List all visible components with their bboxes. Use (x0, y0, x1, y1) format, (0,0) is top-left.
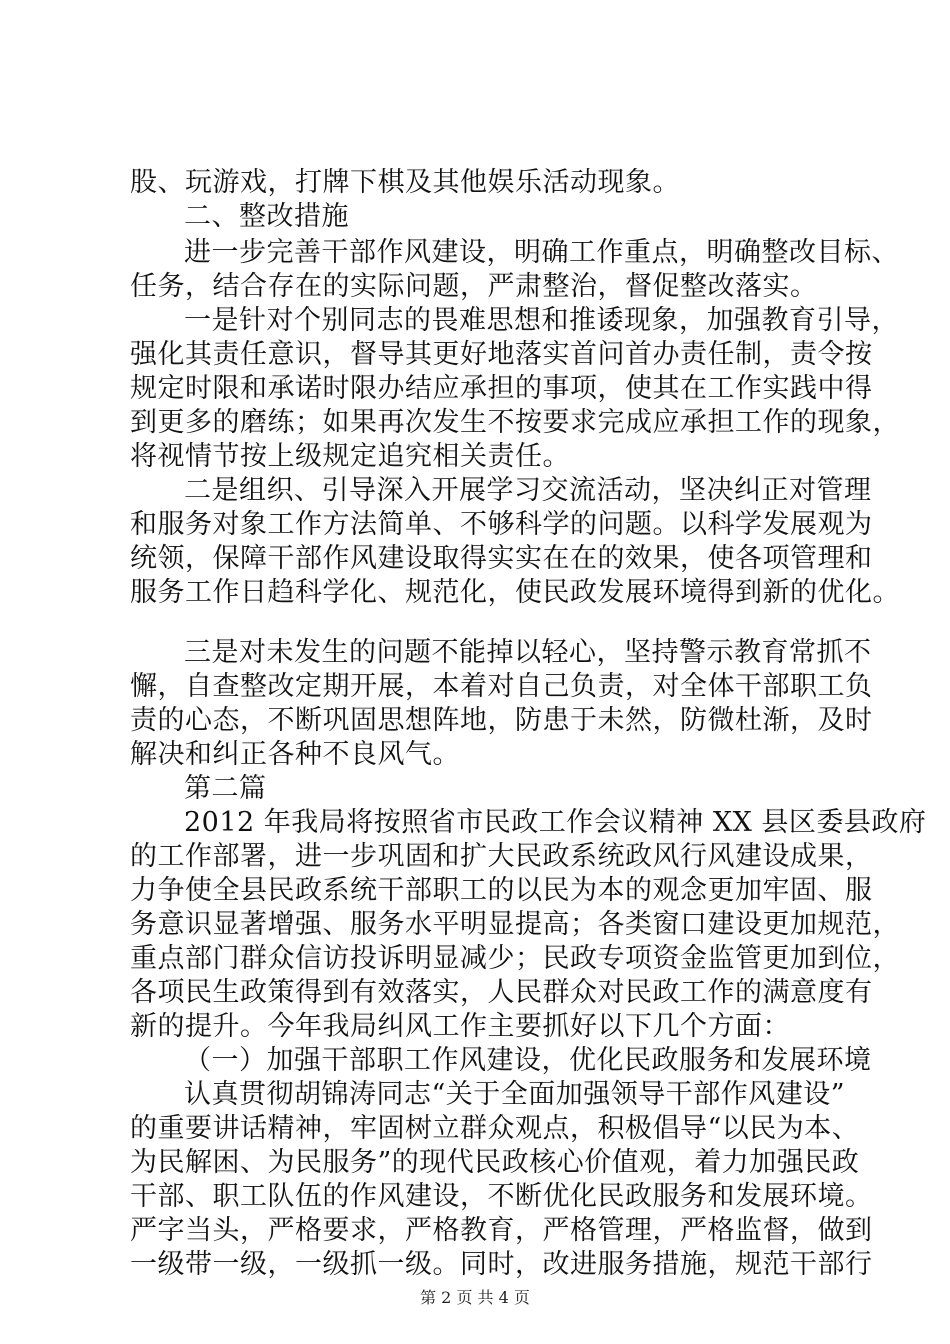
subsection-heading: （一）加强干部职工作风建设，优化民政服务和发展环境 (184, 1045, 872, 1076)
text-line: 严字当头，严格要求，严格教育，严格管理，严格监督，做到 (130, 1215, 873, 1246)
text-line: 和服务对象工作方法简单、不够科学的问题。以科学发展观为 (130, 509, 873, 540)
text-line: 规定时限和承诺时限办结应承担的事项，使其在工作实践中得 (130, 373, 873, 404)
text-line: 到更多的磨练；如果再次发生不按要求完成应承担工作的现象， (130, 407, 900, 438)
text-line: 的工作部署，进一步巩固和扩大民政系统政风行风建设成果， (130, 841, 873, 872)
text-line: 认真贯彻胡锦涛同志“关于全面加强领导干部作风建设” (184, 1079, 846, 1110)
text-line: 强化其责任意识，督导其更好地落实首问首办责任制，责令按 (130, 339, 873, 370)
text-line: 任务，结合存在的实际问题，严肃整治，督促整改落实。 (130, 271, 818, 302)
text-line: 干部、职工队伍的作风建设，不断优化民政服务和发展环境。 (130, 1181, 873, 1212)
section-heading: 第二篇 (184, 773, 267, 804)
text-line: 解决和纠正各种不良风气。 (130, 739, 460, 770)
text-line: 的重要讲话精神，牢固树立群众观点，积极倡导“以民为本、 (130, 1113, 860, 1144)
section-heading: 二、整改措施 (184, 201, 349, 232)
text-line: 重点部门群众信访投诉明显减少；民政专项资金监管更加到位， (130, 943, 900, 974)
text-line: 新的提升。今年我局纠风工作主要抓好以下几个方面： (130, 1011, 790, 1042)
text-line: 服务工作日趋科学化、规范化，使民政发展环境得到新的优化。 (130, 577, 900, 608)
text-line: 各项民生政策得到有效落实，人民群众对民政工作的满意度有 (130, 977, 873, 1008)
text-line: 进一步完善干部作风建设，明确工作重点，明确整改目标、 (184, 237, 899, 268)
text-line: 力争使全县民政系统干部职工的以民为本的观念更加牢固、服 (130, 875, 873, 906)
text-line: 责的心态，不断巩固思想阵地，防患于未然，防微杜渐，及时 (130, 705, 873, 736)
text-line: 一级带一级，一级抓一级。同时，改进服务措施，规范干部行 (130, 1249, 873, 1280)
text-line: 二是组织、引导深入开展学习交流活动，坚决纠正对管理 (184, 475, 872, 506)
text-line: 务意识显著增强、服务水平明显提高；各类窗口建设更加规范， (130, 909, 900, 940)
text-line: 为民解困、为民服务”的现代民政核心价值观，着力加强民政 (130, 1147, 860, 1178)
text-line: 一是针对个别同志的畏难思想和推诿现象，加强教育引导， (184, 305, 899, 336)
text-line: 统领，保障干部作风建设取得实实在在的效果，使各项管理和 (130, 543, 873, 574)
page-number-footer: 第 2 页 共 4 页 (420, 1288, 530, 1307)
text-line: 股、玩游戏，打牌下棋及其他娱乐活动现象。 (130, 167, 680, 198)
text-line: 2012 年我局将按照省市民政工作会议精神 XX 县区委县政府 (184, 807, 927, 838)
text-line: 三是对未发生的问题不能掉以轻心，坚持警示教育常抓不 (184, 637, 872, 668)
text-line: 懈，自查整改定期开展，本着对自己负责，对全体干部职工负 (130, 671, 873, 702)
text-line: 将视情节按上级规定追究相关责任。 (130, 441, 570, 472)
